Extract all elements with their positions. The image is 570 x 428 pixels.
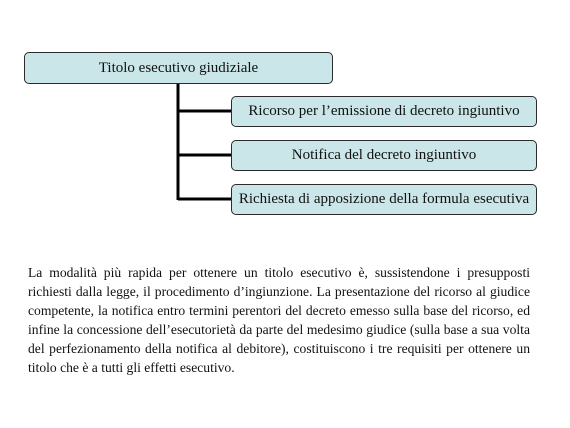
root-node [24, 52, 333, 84]
child-node-label: Richiesta di apposizione della formula esecutiva [238, 191, 530, 207]
explanation-paragraph: La modalità più rapida per ottenere un titolo esecutivo è, sussistendone i presupposti richiesti dalla legge, il procedimento d’ingiunzione. La presentazione del ricorso al giudice competente, la notifica entro termini perentori del decreto emesso sulla base del ricorso, ed infine la concessione dell’esecutorietà da parte del medesimo giudice (sulla base a sua volta del perfezionamento della notifica al debitore), costituiscono i tre requisiti per ottenere un titolo che è a tutti gli effetti esecutivo. [28, 265, 530, 375]
child-node-formula-esecutiva [231, 184, 537, 215]
child-node-label: Ricorso per l’emissione di decreto ingiuntivo [248, 103, 520, 119]
child-node-ricorso [231, 96, 537, 127]
child-node-label: Notifica del decreto ingiuntivo [291, 147, 477, 163]
child-node-notifica [231, 140, 537, 171]
root-node-label: Titolo esecutivo giudiziale [98, 59, 259, 76]
